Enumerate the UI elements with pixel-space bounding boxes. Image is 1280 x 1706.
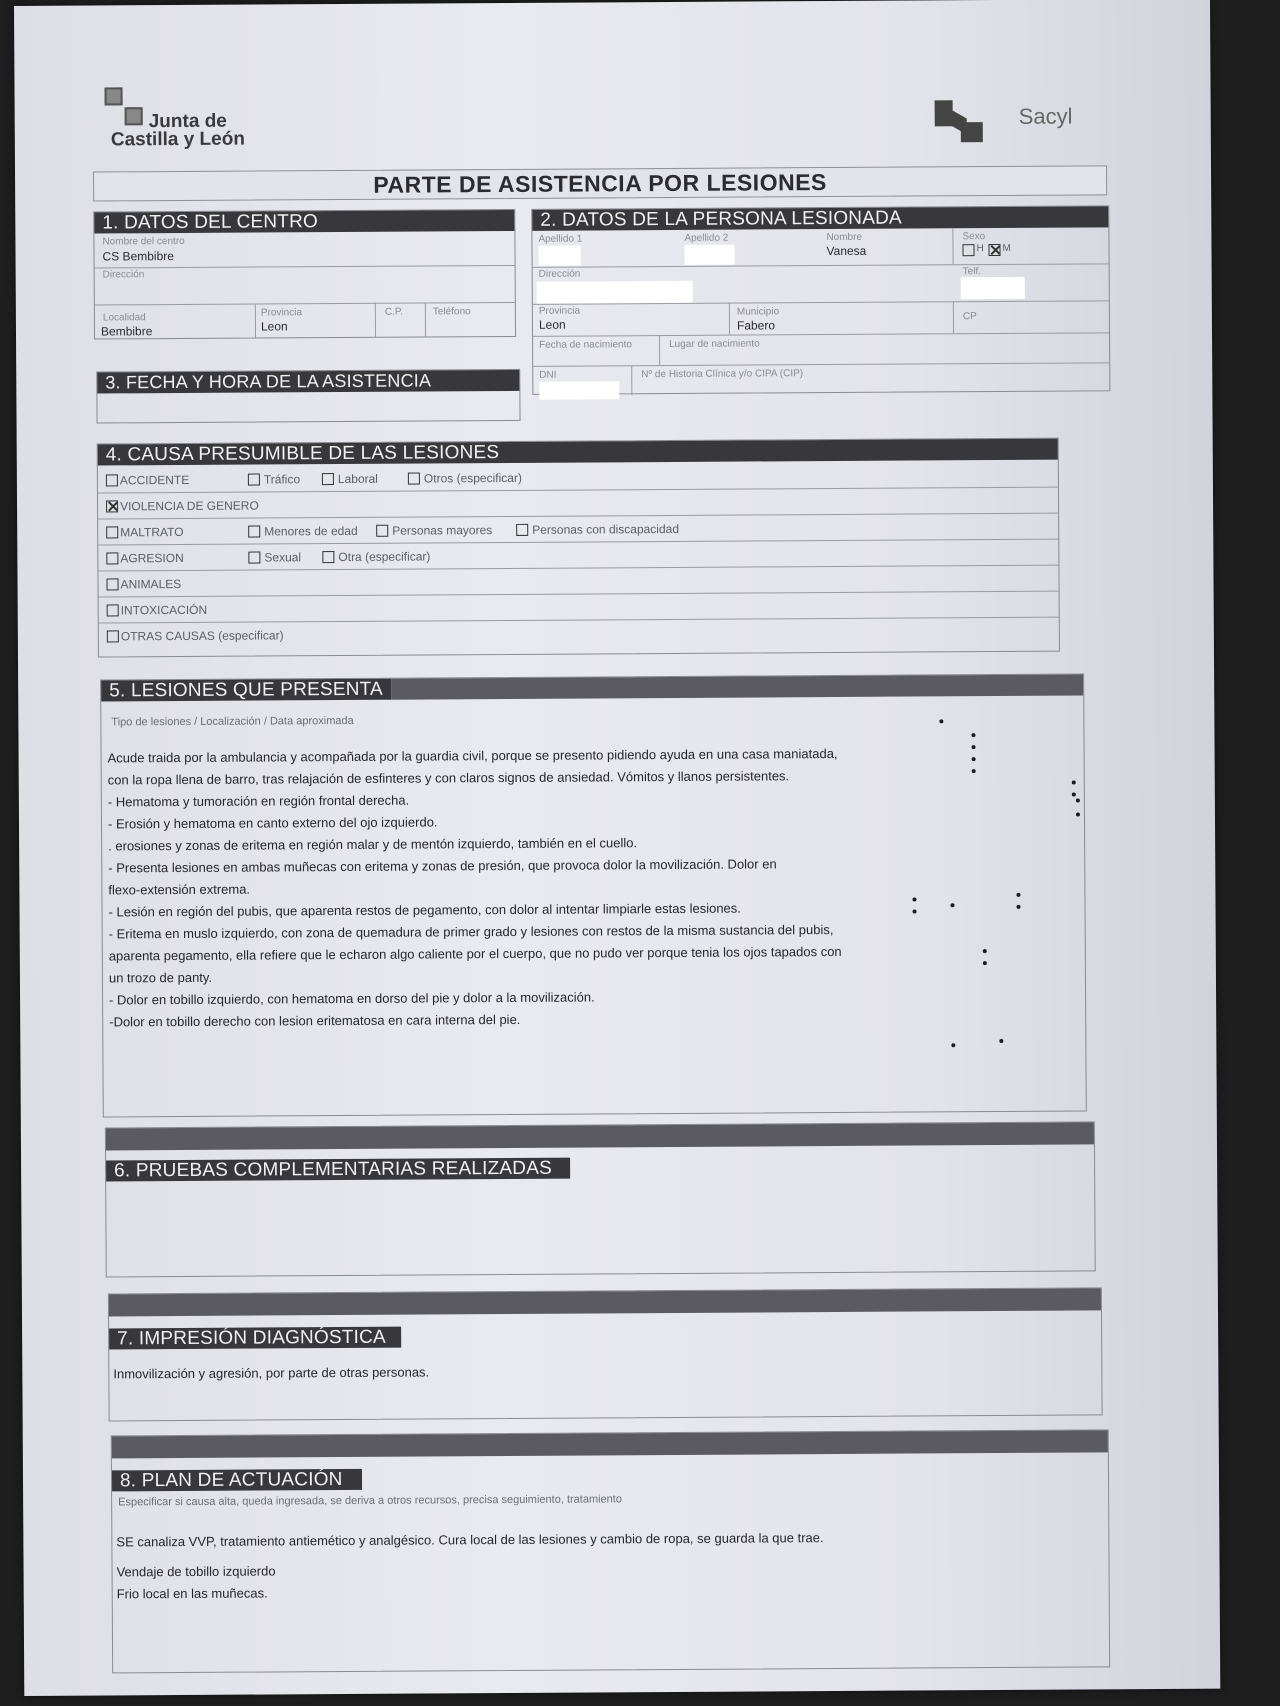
lesiones-line[interactable]: - Erosión y hematoma en canto externo del ojo izquierdo. xyxy=(107,814,438,832)
section-persona-title: 2. DATOS DE LA PERSONA LESIONADA xyxy=(532,206,1108,231)
lesiones-line[interactable]: - Presenta lesiones en ambas muñecas con eritema y zonas de presión, que provoca dolor la movilización. Dolor en xyxy=(108,856,777,876)
section-centro xyxy=(93,209,516,340)
causa-label-6: OTRAS CAUSAS (especificar) xyxy=(120,628,284,644)
plan-line[interactable]: Frio local en las muñecas. xyxy=(116,1585,268,1602)
localidad-value[interactable]: Bembibre xyxy=(100,324,153,339)
causa-sub-label-0-0: Tráfico xyxy=(263,472,301,487)
sexo-m-checkbox[interactable] xyxy=(988,244,1000,256)
sacyl-logo xyxy=(935,100,1073,142)
section-lesiones-title: 5. LESIONES QUE PRESENTA xyxy=(101,679,391,702)
causa-checkbox-5[interactable] xyxy=(107,604,119,616)
centro-provincia-label: Provincia xyxy=(260,307,303,319)
plan-line[interactable]: Vendaje de tobillo izquierdo xyxy=(116,1563,276,1580)
lugar-nac-label: Lugar de nacimiento xyxy=(669,338,760,351)
nombre-label: Nombre xyxy=(826,231,863,244)
section-pruebas-title: 6. PRUEBAS COMPLEMENTARIAS REALIZADAS xyxy=(106,1158,570,1182)
lesiones-line[interactable]: - Eritema en muslo izquierdo, con zona de quemadura de primer grado y lesiones con restos de la misma sustancia del pubis, xyxy=(108,922,834,942)
causa-sub-checkbox-2-2[interactable] xyxy=(516,524,528,536)
causa-sub-label-2-1: Personas mayores xyxy=(392,523,493,538)
form-title: PARTE DE ASISTENCIA POR LESIONES xyxy=(373,169,827,198)
causa-label-0: ACCIDENTE xyxy=(119,472,190,488)
causa-label-4: ANIMALES xyxy=(120,576,182,592)
persona-provincia-label: Provincia xyxy=(538,305,581,317)
causa-sub-checkbox-0-0[interactable] xyxy=(248,474,260,486)
fecha-nac-label: Fecha de nacimiento xyxy=(539,339,632,351)
sexo-h-label: H xyxy=(976,243,984,255)
sexo-h-checkbox[interactable] xyxy=(962,244,974,256)
section-persona xyxy=(531,205,1110,395)
causa-sub-checkbox-3-1[interactable] xyxy=(322,551,334,563)
causa-checkbox-6[interactable] xyxy=(107,630,119,642)
centro-value[interactable]: CS Bembibre xyxy=(102,249,174,264)
section-impresion-title: 7. IMPRESIÓN DIAGNÓSTICA xyxy=(109,1327,401,1350)
lesiones-line[interactable]: flexo-extensión extrema. xyxy=(108,881,251,898)
junta-logo xyxy=(104,87,245,151)
direccion-redacted xyxy=(537,281,693,304)
causa-sub-label-3-0: Sexual xyxy=(264,550,302,565)
causa-label-5: INTOXICACIÓN xyxy=(120,602,208,618)
causa-sub-label-3-1: Otra (especificar) xyxy=(338,549,431,565)
sacyl-name: Sacyl xyxy=(1018,103,1073,129)
causa-sub-label-2-0: Menores de edad xyxy=(264,523,358,539)
impresion-text[interactable]: Inmovilización y agresión, por parte de otras personas. xyxy=(113,1364,430,1382)
lesiones-line[interactable]: - Dolor en tobillo izquierdo, con hematoma en dorso del pie y dolor a la movilización. xyxy=(109,989,595,1008)
section-fecha-hora xyxy=(96,369,520,424)
causa-sub-checkbox-0-1[interactable] xyxy=(322,473,334,485)
causa-sub-checkbox-0-2[interactable] xyxy=(408,473,420,485)
section-pruebas xyxy=(105,1121,1096,1277)
lesiones-line[interactable]: - Lesión en región del pubis, que aparenta restos de pegamento, con dolor al intentar limpiarle estas lesiones. xyxy=(108,900,741,920)
form-sheet xyxy=(14,0,1220,1696)
causa-checkbox-4[interactable] xyxy=(106,578,118,590)
lesiones-line[interactable]: aparenta pegamento, ella refiere que le echaron algo caliente por el cuerpo, que no pudo ver porque tenia los ojos tapados con xyxy=(108,943,842,964)
section-impresion xyxy=(108,1287,1103,1421)
plan-hint: Especificar si causa alta, queda ingresada, se deriva a otros recursos, precisa seguimiento, tratamiento xyxy=(118,1493,622,1509)
section-fecha-hora-title: 3. FECHA Y HORA DE LA ASISTENCIA xyxy=(97,370,519,394)
causa-checkbox-2[interactable] xyxy=(106,526,118,538)
nombre-value[interactable]: Vanesa xyxy=(826,243,867,259)
dni-label: DNI xyxy=(539,369,557,381)
junta-name-line2: Castilla y León xyxy=(110,128,245,151)
causa-checkbox-1[interactable] xyxy=(106,500,118,512)
sexo-label: Sexo xyxy=(962,231,986,243)
lesiones-hint: Tipo de lesiones / Localización / Data aproximada xyxy=(111,714,354,729)
causa-sub-label-0-1: Laboral xyxy=(337,471,378,487)
section-plan xyxy=(111,1429,1110,1673)
apellido2-label: Apellido 2 xyxy=(684,232,729,244)
centro-direccion-label: Dirección xyxy=(102,269,145,281)
apellido2-redacted xyxy=(684,245,734,265)
lesiones-line[interactable]: -Dolor en tobillo derecho con lesion eritematosa en cara interna del pie. xyxy=(109,1011,521,1030)
lesiones-line[interactable]: - Hematoma y tumoración en región frontal derecha. xyxy=(107,792,410,810)
causa-label-1: VIOLENCIA DE GENERO xyxy=(120,498,259,514)
causa-sub-checkbox-3-0[interactable] xyxy=(248,552,260,564)
section-causa-title: 4. CAUSA PRESUMIBLE DE LAS LESIONES xyxy=(98,439,1058,466)
causa-sub-label-0-2: Otros (especificar) xyxy=(423,470,522,486)
junta-name-line1: Junta de xyxy=(148,110,227,133)
municipio-value[interactable]: Fabero xyxy=(736,318,776,333)
lesiones-line[interactable]: con la ropa llena de barro, tras relajación de esfinteres y con claros signos de ansiedad. Vómitos y llanos persistentes. xyxy=(107,768,790,788)
section-centro-title: 1. DATOS DEL CENTRO xyxy=(94,210,514,234)
historia-label: Nº de Historia Clínica y/o CIPA (CIP) xyxy=(641,368,804,381)
junta-emblem-icon xyxy=(104,87,144,125)
sexo-m-label: M xyxy=(1002,242,1011,254)
form-title-box xyxy=(93,165,1107,201)
telefono-label: Teléfono xyxy=(432,306,471,318)
dni-redacted xyxy=(539,381,619,399)
causa-checkbox-3[interactable] xyxy=(106,552,118,564)
apellido1-label: Apellido 1 xyxy=(538,233,583,245)
centro-provincia-value[interactable]: Leon xyxy=(260,319,288,334)
tel-label: Telf. xyxy=(962,266,982,278)
apellido1-redacted xyxy=(538,246,580,266)
persona-provincia-value[interactable]: Leon xyxy=(538,317,566,332)
plan-line[interactable]: SE canaliza VVP, tratamiento antiemético y analgésico. Cura local de las lesiones y cambio de ropa, se guarda la que trae. xyxy=(116,1530,824,1550)
localidad-label: Localidad xyxy=(102,312,146,324)
lesiones-line[interactable]: Acude traida por la ambulancia y acompañada por la guardia civil, porque se presento pidiendo ayuda en una casa maniatada, xyxy=(107,745,838,766)
section-causa xyxy=(97,438,1060,658)
sacyl-emblem-icon xyxy=(935,100,991,142)
causa-sub-checkbox-2-0[interactable] xyxy=(248,526,260,538)
section-lesiones xyxy=(100,673,1087,1117)
lesiones-line[interactable]: un trozo de panty. xyxy=(108,969,213,986)
municipio-label: Municipio xyxy=(736,306,780,318)
causa-label-3: AGRESION xyxy=(120,550,184,566)
centro-cp-label: C.P. xyxy=(384,306,404,318)
causa-label-2: MALTRATO xyxy=(120,524,184,540)
section-plan-title: 8. PLAN DE ACTUACIÓN xyxy=(112,1469,362,1492)
causa-checkbox-0[interactable] xyxy=(106,474,118,486)
tel-redacted xyxy=(961,277,1025,299)
persona-direccion-label: Dirección xyxy=(538,268,581,280)
lesiones-line[interactable]: . erosiones y zonas de eritema en región malar y de mentón izquierdo, también en el cuello. xyxy=(108,835,638,854)
causa-sub-label-2-2: Personas con discapacidad xyxy=(532,521,680,537)
centro-label: Nombre del centro xyxy=(102,235,185,248)
causa-sub-checkbox-2-1[interactable] xyxy=(376,525,388,537)
persona-cp-label: CP xyxy=(962,311,977,323)
